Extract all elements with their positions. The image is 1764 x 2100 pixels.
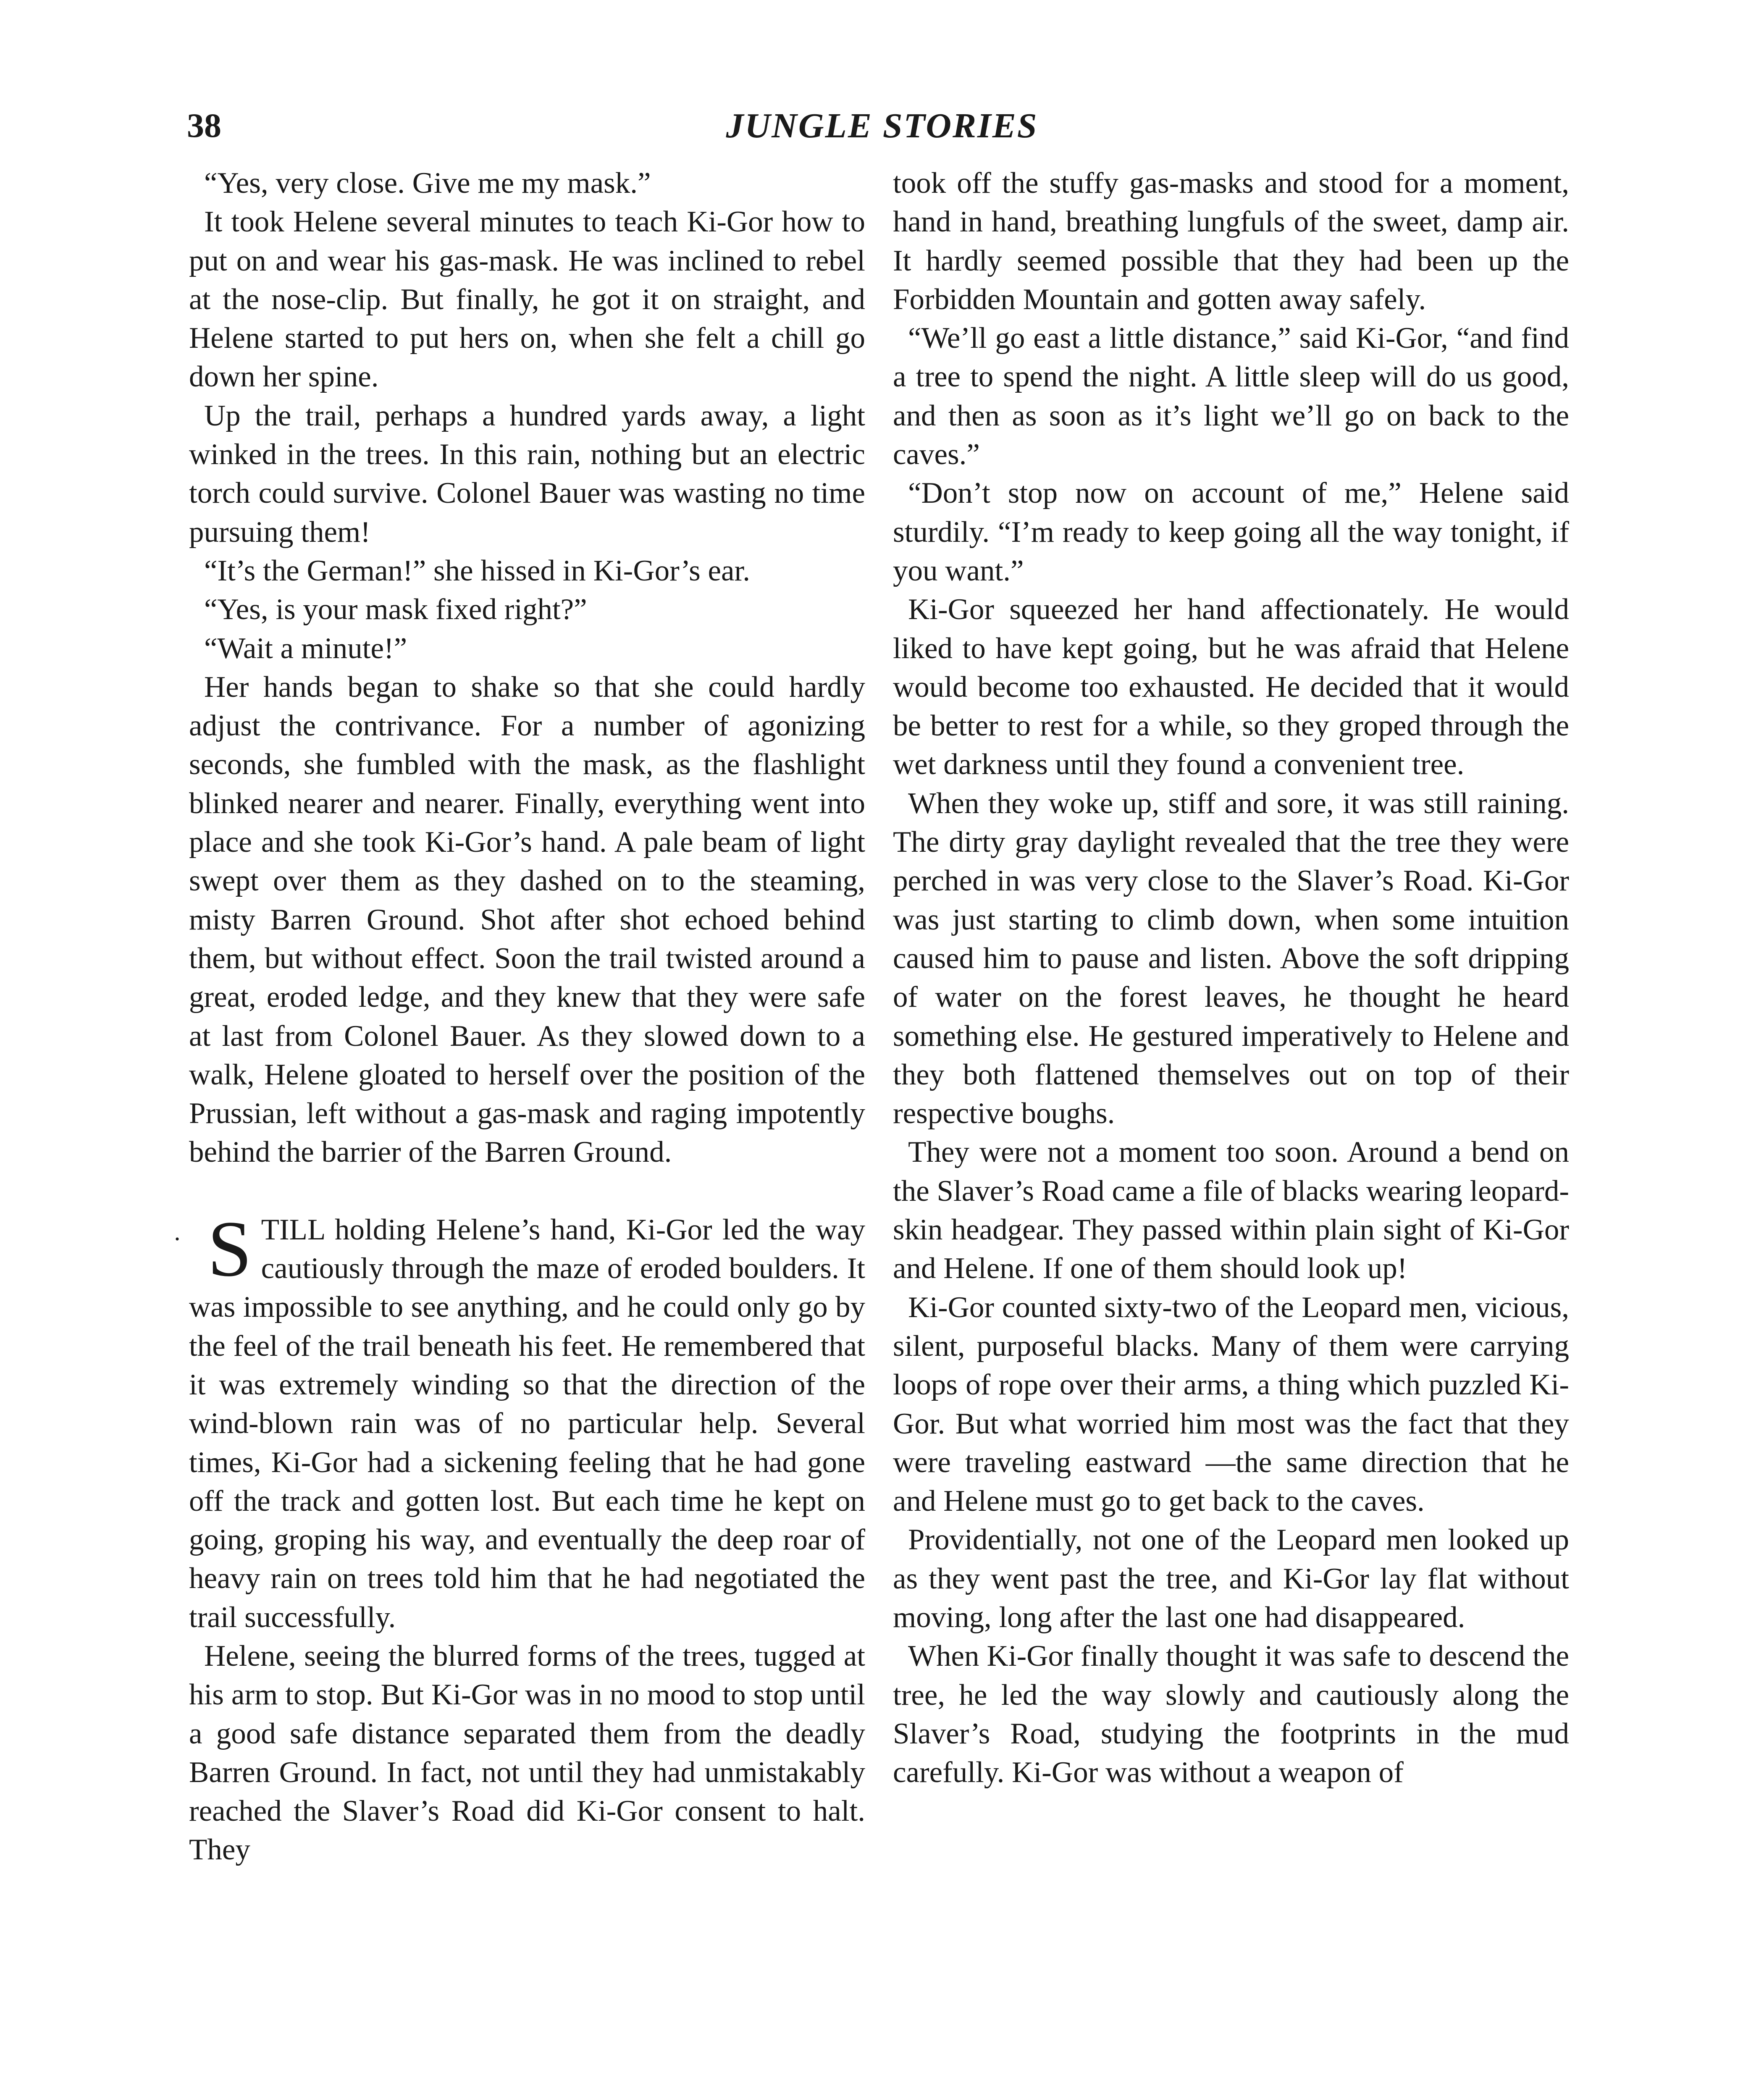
page-number: 38 xyxy=(187,106,221,144)
section-first-text: TILL holding Helene’s hand, Ki-Gor led the way cautiously through the maze of eroded boulders. It was impossible to see anything, and he could only go by the feel of the trail beneath his feet. He remembered that it was extremely winding so that the direction of the wind-blown rain was of no particular help. Several times, Ki-Gor had a sickening feeling that he had gone off the track and gotten lost. But each time he kept on going, groping his way, and eventually the deep roar of heavy rain on trees told him that he had negotiated the trail successfully. xyxy=(189,1213,865,1634)
paragraph: They were not a moment too soon. Around a bend on the Slaver’s Road came a file of blacks wearing leopard-skin headgear. They passed within plain sight of Ki-Gor and Helene. If one of them should look up! xyxy=(893,1136,1569,1285)
paragraph: took off the stuffy gas-masks and stood for a moment, hand in hand, breathing lungfuls of the sweet, damp air. It hardly seemed possible that they had been up the Forbidden Mountain and gotten away safely. xyxy=(893,167,1569,316)
paragraph: It took Helene several minutes to teach Ki-Gor how to put on and wear his gas-mask. He was inclined to rebel at the nose-clip. But finally, he got it on straight, and Helene started to put hers on, when she felt a chill go down her spine. xyxy=(189,205,865,394)
section-first-paragraph xyxy=(173,1205,865,1637)
paragraph: Her hands began to shake so that she could hardly adjust the contrivance. For a number of agonizing seconds, she fumbled with the mask, as the flashlight blinked nearer and nearer. Finally, everything went into place and she took Ki-Gor’s hand. A pale beam of light swept over them as they dashed on to the steaming, misty Barren Ground. Shot after shot echoed behind them, but without effect. Soon the trail twisted around a great, eroded ledge, and they knew that they were safe at last from Colonel Bauer. As they slowed down to a walk, Helene gloated to herself over the position of the Prussian, left without a gas-mask and raging impotently behind the barrier of the Barren Ground. xyxy=(189,670,865,1169)
running-title: JUNGLE STORIES xyxy=(726,106,1038,145)
drop-cap: S xyxy=(207,1205,252,1293)
paragraph: Ki-Gor counted sixty-two of the Leopard men, vicious, silent, purposeful blacks. Many of them were carrying loops of rope over their arms, a thing which puzzled Ki-Gor. But what worried him most was the fact that they were traveling eastward —the same direction that he and Helene must go to get back to the caves. xyxy=(893,1291,1569,1518)
left-column-paragraphs xyxy=(189,164,865,1172)
paragraph: Up the trail, perhaps a hundred yards away, a light winked in the trees. In this rain, nothing but an electric torch could survive. Colonel Bauer was wasting no time pursuing them! xyxy=(189,399,865,549)
left-column xyxy=(173,164,865,2100)
paragraph: “Yes, very close. Give me my mask.” xyxy=(204,167,651,200)
paragraph: When they woke up, stiff and sore, it was still raining. The dirty gray daylight revealed that the tree they were perched in was very close to the Slaver’s Road. Ki-Gor was just starting to climb down, when some intuition caused him to pause and listen. Above the soft dripping of water on the forest leaves, he thought he heard something else. He gestured imperatively to Helene and they both flattened themselves out on top of their respective boughs. xyxy=(893,787,1569,1130)
paragraph: Ki-Gor squeezed her hand affectionately. He would liked to have kept going, but he was afraid that Helene would become too exhausted. He decided that it would be better to rest for a while, so they groped through the wet darkness until they found a convenient tree. xyxy=(893,593,1569,781)
paragraph: Helene, seeing the blurred forms of the trees, tugged at his arm to stop. But Ki-Gor was in no mood to stop until a good safe distance separated them from the deadly Barren Ground. In fact, not until they had unmistakably reached the Slaver’s Road did Ki-Gor consent to halt. They xyxy=(189,1639,865,1866)
section-bullet: · xyxy=(173,1225,181,1253)
paragraph: Providentially, not one of the Leopard men looked up as they went past the tree, and Ki-Gor lay flat without moving, long after the last one had disappeared. xyxy=(893,1523,1569,1634)
paragraph: “We’ll go east a little distance,” said Ki-Gor, “and find a tree to spend the night. A little sleep will do us good, and then as soon as it’s light we’ll go on back to the caves.” xyxy=(893,322,1569,471)
paragraph: “Yes, is your mask fixed right?” xyxy=(204,593,587,626)
right-column-paragraphs xyxy=(893,164,1569,1792)
paragraph: “Don’t stop now on account of me,” Helene said sturdily. “I’m ready to keep going all the way tonight, if you want.” xyxy=(893,477,1569,587)
paragraph: “It’s the German!” she hissed in Ki-Gor’s ear. xyxy=(204,554,750,587)
left-column-paragraphs-after xyxy=(189,1637,865,1869)
right-column xyxy=(893,164,1569,2100)
paragraph: “Wait a minute!” xyxy=(204,632,407,665)
page-header xyxy=(0,0,1764,176)
paragraph: When Ki-Gor finally thought it was safe to descend the tree, he led the way slowly and cautiously along the Slaver’s Road, studying the footprints in the mud carefully. Ki-Gor was without a weapon of xyxy=(893,1640,1569,1789)
